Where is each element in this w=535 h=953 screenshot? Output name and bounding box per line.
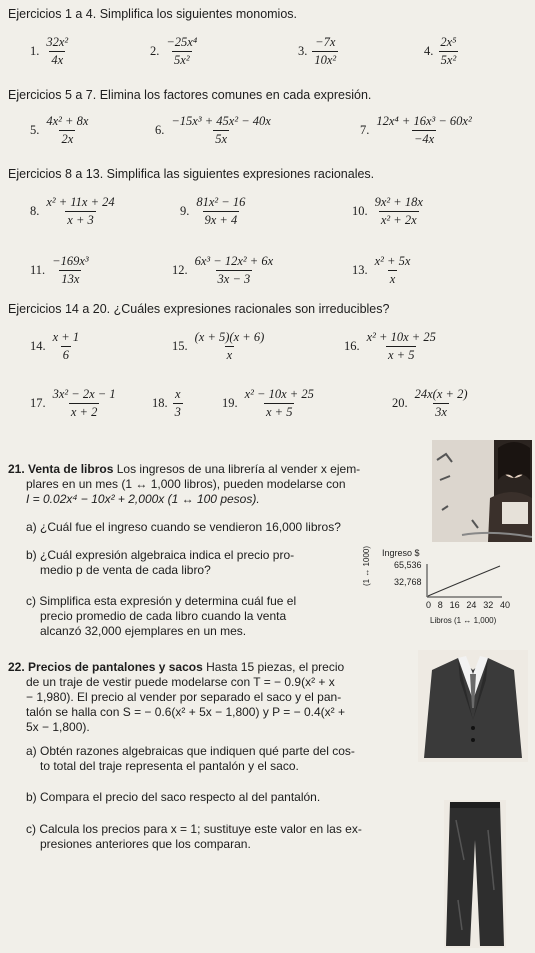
exercise-5: 5. $\frac{\text{4x² + 8x}}{2x}$ — [30, 114, 89, 147]
photo-trousers — [444, 800, 506, 948]
problem-21-b: b) ¿Cuál expresión algebraica indica el precio pro- medio p de venta de cada libro? — [26, 548, 295, 577]
section-heading-1: Ejercicios 1 a 4. Simplifica los siguientes monomios. — [8, 7, 298, 21]
problem-22-b: b) Compara el precio del saco respecto al del pantalón. — [26, 790, 321, 804]
exercise-3: 3. $\frac{-7x}{\text{10x²}}$ — [298, 35, 337, 68]
section-heading-4: Ejercicios 14 a 20. ¿Cuáles expresiones racionales son irreducibles? — [8, 302, 390, 316]
reader-illustration-icon — [432, 440, 532, 542]
exercise-13: 13. $\frac{\text{x² + 5x}}{x}$ — [352, 254, 411, 287]
graph-y-label: (1 ↔ 1000) — [362, 545, 371, 586]
exercise-7: 7. $\frac{\text{12x⁴ + 16x³ − 60x²}}{-4x}$ — [360, 114, 472, 147]
exercise-18: 18. $\frac{x}{3}$ — [152, 387, 181, 420]
graph-plot — [426, 564, 502, 598]
problem-21-c: c) Simplifica esta expresión y determina cuál fue el precio promedio de cada libro cuando la venta alcanzó 32,000 ejemplares en un mes. — [26, 594, 297, 638]
exercise-20: 20. $\frac{24x(x + 2)}{3x}$ — [392, 387, 468, 420]
problem-21-title: 21. Venta de libros — [8, 462, 114, 476]
photo-jacket — [418, 650, 528, 762]
exercise-12: 12. $\frac{\text{6x³ − 12x² + 6x}}{3x - 3}$ — [172, 254, 274, 287]
exercise-8: 8. $\frac{\text{x² + 11x + 24}}{x + 3}$ — [30, 195, 115, 228]
graph-curve — [428, 566, 500, 596]
problem-22-title: 22. Precios de pantalones y sacos — [8, 660, 203, 674]
exercise-9: 9. $\frac{\text{81x² − 16}}{9x + 4}$ — [180, 195, 246, 228]
photo-reader — [432, 440, 532, 542]
trousers-icon — [444, 800, 506, 948]
exercise-1: 1. $\frac{\text{32x²}}{4x}$ — [30, 35, 69, 68]
problem-22: 22. Precios de pantalones y sacos Hasta 15 piezas, el precio de un traje de vestir puede modelarse con T = − 0.9(x² + x − 1,980). El precio al vender por separado el saco y el pan- talón se halla con S = − 0.6(x² + 5x − 1,800) y P = − 0.4(x² + 5x − 1,800). — [8, 660, 345, 734]
exercise-2: 2. $\frac{\text{−25x⁴}}{\text{5x²}}$ — [150, 35, 198, 68]
exercise-6: 6. $\frac{\text{−15x³ + 45x² − 40x}}{5x}$ — [155, 114, 271, 147]
graph-y-tick-2: 32,768 — [394, 577, 422, 587]
exercise-17: 17. $\frac{\text{3x² − 2x − 1}}{x + 2}$ — [30, 387, 116, 420]
graph-title: Ingreso $ — [382, 548, 420, 558]
graph-y-tick-1: 65,536 — [394, 560, 422, 570]
revenue-graph — [362, 545, 528, 632]
exercise-19: 19. $\frac{\text{x² − 10x + 25}}{x + 5}$ — [222, 387, 314, 420]
problem-22-c: c) Calcula los precios para x = 1; sustituye este valor en las ex- presiones anteriores que los comparan. — [26, 822, 362, 851]
exercise-4: 4. $\frac{\text{2x⁵}}{\text{5x²}}$ — [424, 35, 457, 68]
section-heading-3: Ejercicios 8 a 13. Simplifica las siguientes expresiones racionales. — [8, 167, 375, 181]
problem-22-a: a) Obtén razones algebraicas que indiquen qué parte del cos- to total del traje representa el pantalón y el saco. — [26, 744, 355, 773]
exercise-14: 14. $\frac{x + 1}{6}$ — [30, 330, 80, 363]
section-heading-2: Ejercicios 5 a 7. Elimina los factores comunes en cada expresión. — [8, 88, 372, 102]
problem-21: 21. Venta de libros Los ingresos de una librería al vender x ejem- plares en un mes (1 ↔ 1,000 libros), pueden modelarse con I = 0.02x⁴ − 10x² + 2,000x (1 ↔ 100 pesos). — [8, 462, 361, 506]
problem-21-a: a) ¿Cuál fue el ingreso cuando se vendieron 16,000 libros? — [26, 520, 341, 534]
jacket-icon — [418, 650, 528, 762]
exercise-11: 11. $\frac{\text{−169x³}}{13x}$ — [30, 254, 89, 287]
exercise-15: 15. $\frac{(x + 5)(x + 6)}{x}$ — [172, 330, 265, 363]
graph-x-ticks: 0 8 16 24 32 40 — [426, 600, 510, 610]
graph-x-label: Libros (1 ↔ 1,000) — [430, 616, 497, 625]
exercise-10: 10. $\frac{\text{9x² + 18x}}{\text{x² + 2x}}$ — [352, 195, 423, 228]
exercise-16: 16. $\frac{\text{x² + 10x + 25}}{x + 5}$ — [344, 330, 436, 363]
